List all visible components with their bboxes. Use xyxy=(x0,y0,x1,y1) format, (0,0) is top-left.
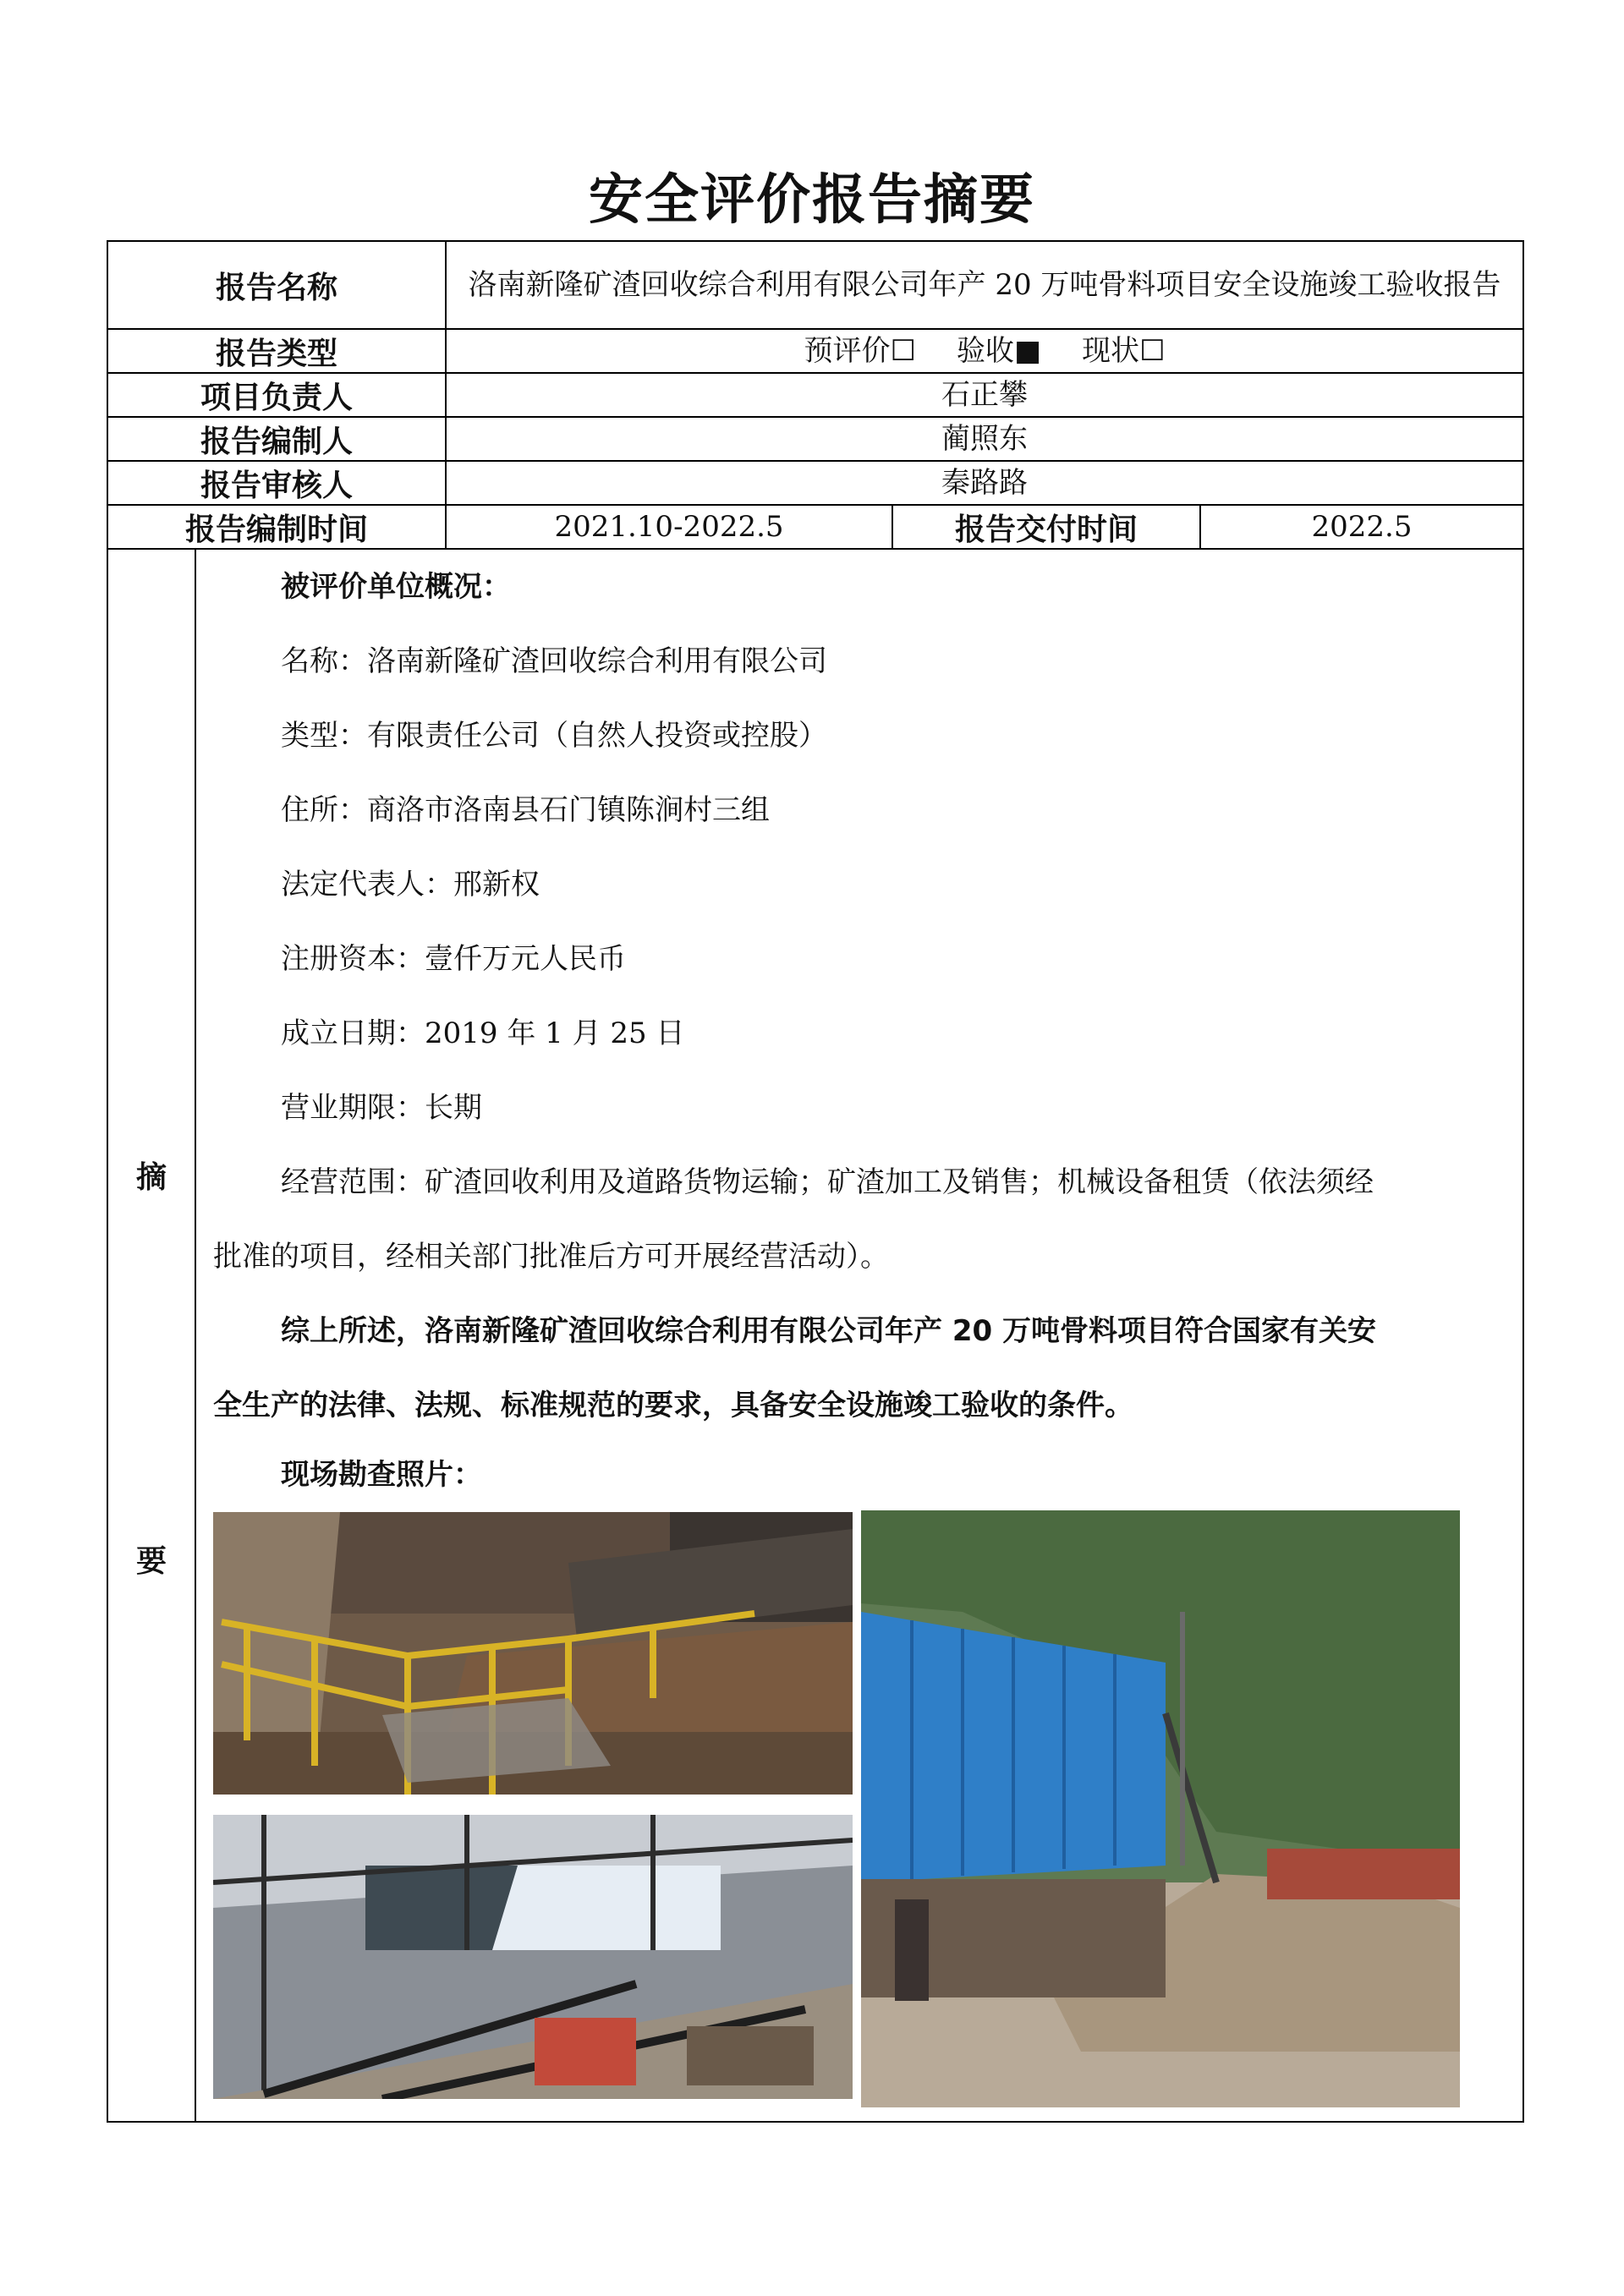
business-scope-line-2: 批准的项目，经相关部门批准后方可开展经营活动）。 xyxy=(213,1240,889,1274)
row-reviewer xyxy=(108,462,1522,506)
report-name-value: 洛南新隆矿渣回收综合利用有限公司年产 20 万吨骨料项目安全设施竣工验收报告 xyxy=(445,242,1522,328)
site-photo-conveyor xyxy=(213,1815,853,2099)
conclusion-line-2: 全生产的法律、法规、标准规范的要求，具备安全设施竣工验收的条件。 xyxy=(213,1389,1133,1422)
company-type: 类型：有限责任公司（自然人投资或控股） xyxy=(281,719,827,753)
founding-date: 成立日期：2019 年 1 月 25 日 xyxy=(281,1016,685,1050)
registered-capital: 注册资本：壹仟万元人民币 xyxy=(281,942,626,976)
reviewer-value: 秦路路 xyxy=(445,462,1522,504)
option-current-status: 现状☐ xyxy=(1082,334,1166,368)
site-photo-yard xyxy=(861,1510,1460,2107)
summary-side-label xyxy=(108,550,196,2123)
page-title: 安全评价报告摘要 xyxy=(589,169,1035,232)
option-pre-evaluation: 预评价☐ xyxy=(804,334,916,368)
compiler-label: 报告编制人 xyxy=(200,424,353,459)
business-term: 营业期限：长期 xyxy=(281,1091,482,1125)
report-type-label: 报告类型 xyxy=(215,336,337,371)
compile-time-value: 2021.10-2022.5 xyxy=(445,506,892,548)
company-address: 住所：商洛市洛南县石门镇陈涧村三组 xyxy=(281,793,770,827)
delivery-time-label: 报告交付时间 xyxy=(892,506,1199,548)
company-name: 名称：洛南新隆矿渣回收综合利用有限公司 xyxy=(281,644,827,678)
photos-heading: 现场勘查照片： xyxy=(281,1458,482,1492)
side-char-zhai: 摘 xyxy=(135,1160,167,1195)
checkbox-filled-icon: ■ xyxy=(1013,334,1042,368)
project-lead-label: 项目负责人 xyxy=(200,380,353,415)
business-scope-line-1: 经营范围：矿渣回收利用及道路货物运输；矿渣加工及销售；机械设备租赁（依法须经 xyxy=(281,1165,1374,1199)
site-photo-crusher xyxy=(213,1512,853,1795)
row-report-type xyxy=(108,330,1522,374)
report-name-label: 报告名称 xyxy=(215,270,337,305)
reviewer-label: 报告审核人 xyxy=(200,468,353,503)
section-heading: 被评价单位概况： xyxy=(281,570,511,604)
option-acceptance: 验收■ xyxy=(956,334,1042,368)
report-type-options xyxy=(445,330,1522,372)
compile-time-label: 报告编制时间 xyxy=(184,512,368,547)
conclusion-line-1: 综上所述，洛南新隆矿渣回收综合利用有限公司年产 20 万吨骨料项目符合国家有关安 xyxy=(281,1314,1376,1348)
project-lead-value: 石正攀 xyxy=(445,374,1522,416)
row-report-name xyxy=(108,242,1522,330)
side-char-yao: 要 xyxy=(135,1544,167,1579)
row-compiler xyxy=(108,418,1522,462)
checkbox-empty-icon: ☐ xyxy=(890,334,916,368)
legal-representative: 法定代表人：邢新权 xyxy=(281,868,540,901)
checkbox-empty-icon: ☐ xyxy=(1139,334,1166,368)
summary-body xyxy=(196,550,1522,2123)
row-dates xyxy=(108,506,1522,550)
summary-table xyxy=(107,240,1524,2123)
compiler-value: 蔺照东 xyxy=(445,418,1522,460)
row-project-lead xyxy=(108,374,1522,418)
delivery-time-value: 2022.5 xyxy=(1199,506,1522,548)
